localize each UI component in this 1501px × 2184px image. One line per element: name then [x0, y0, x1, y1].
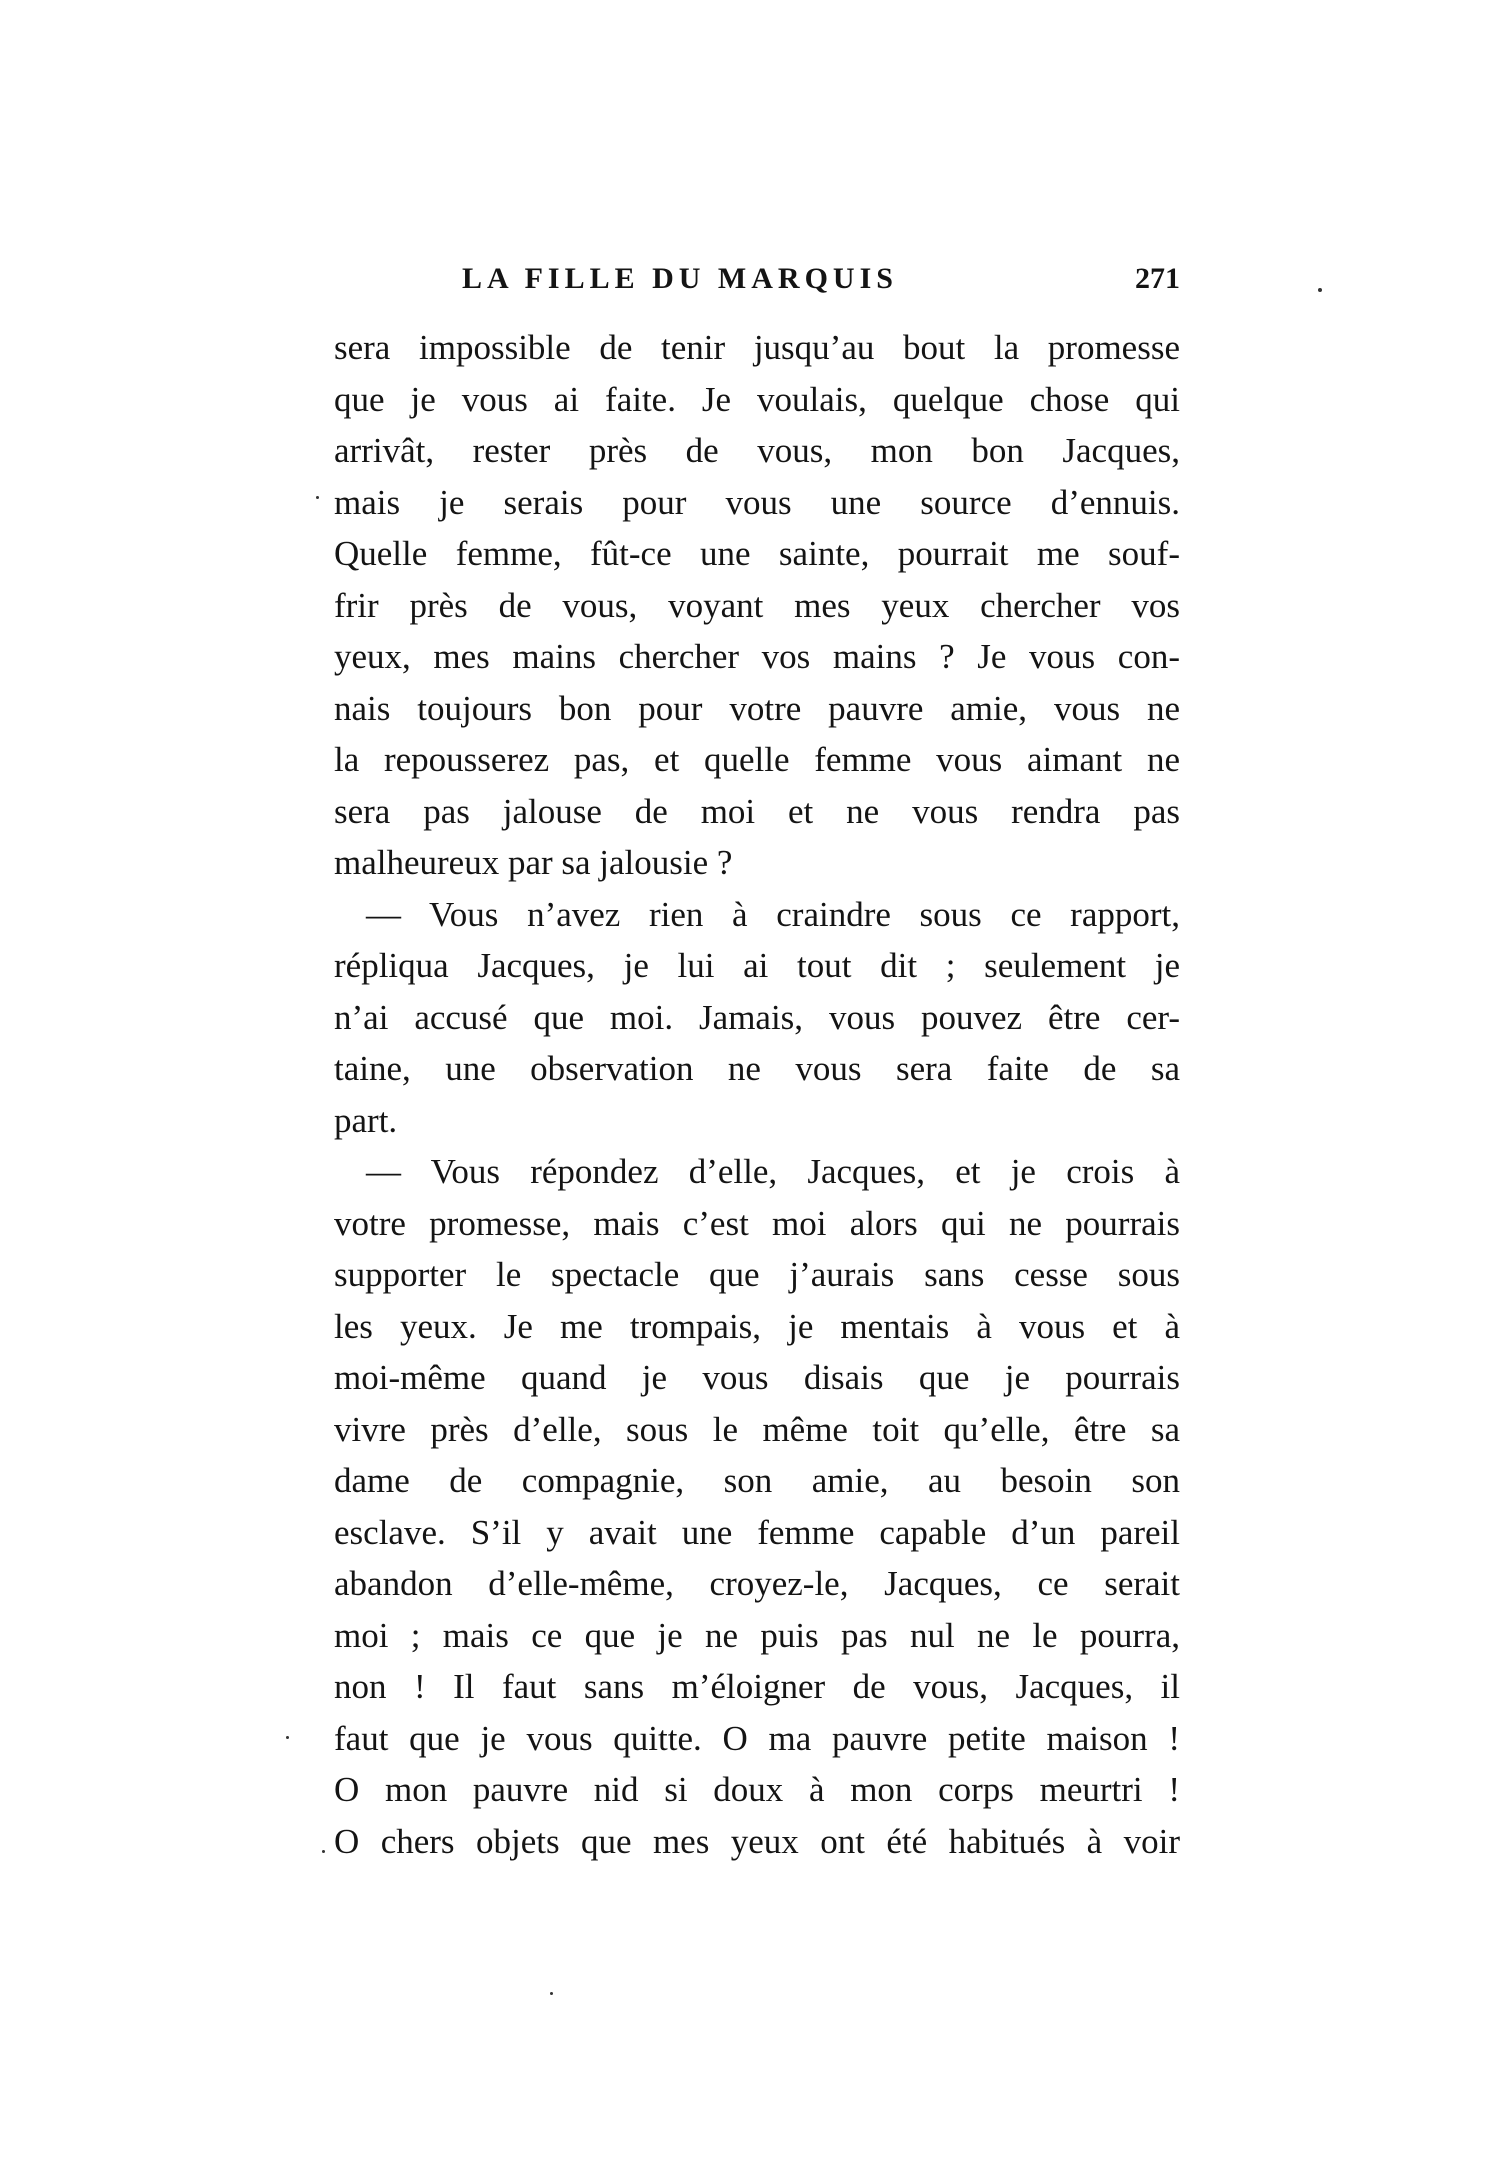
text-line: — Vous n’avez rien à craindre sous ce rapport, [366, 894, 1180, 934]
page-number: 271 [1135, 262, 1180, 295]
text-line: supporter le spectacle que j’aurais sans cesse sous [334, 1255, 1180, 1294]
text-line: faut que je vous quitte. O ma pauvre petite maison ! [334, 1718, 1180, 1758]
text-line: n’ai accusé que moi. Jamais, vous pouvez être cer- [334, 997, 1180, 1037]
scan-speck [1318, 288, 1322, 292]
text-line: frir près de vous, voyant mes yeux chercher vos [334, 585, 1180, 625]
text-line: moi-même quand je vous disais que je pourrais [334, 1358, 1180, 1397]
text-line: non ! Il faut sans m’éloigner de vous, Jacques, il [334, 1667, 1180, 1706]
running-head [330, 262, 1180, 302]
text-line: votre promesse, mais c’est moi alors qui ne pourrais [334, 1203, 1180, 1243]
text-line: — Vous répondez d’elle, Jacques, et je crois à [366, 1152, 1180, 1191]
text-line: répliqua Jacques, je lui ai tout dit ; seulement je [334, 946, 1180, 985]
text-line: O chers objets que mes yeux ont été habitués à voir [334, 1821, 1180, 1861]
text-line: malheureux par sa jalousie ? [334, 843, 733, 882]
text-line: mais je serais pour vous une source d’ennuis. [334, 482, 1180, 522]
running-title: LA FILLE DU MARQUIS [462, 262, 898, 295]
scan-speck [550, 1992, 553, 1995]
text-line: vivre près d’elle, sous le même toit qu’elle, être sa [334, 1409, 1180, 1449]
text-line: sera pas jalouse de moi et ne vous rendra pas [334, 791, 1180, 831]
text-line: la repousserez pas, et quelle femme vous aimant ne [334, 740, 1180, 779]
text-line: nais toujours bon pour votre pauvre amie, vous ne [334, 688, 1180, 728]
text-line: Quelle femme, fût-ce une sainte, pourrait me souf- [334, 534, 1180, 573]
text-line: arrivât, rester près de vous, mon bon Jacques, [334, 431, 1180, 470]
scan-speck [322, 1850, 325, 1853]
text-line: moi ; mais ce que je ne puis pas nul ne le pourra, [334, 1615, 1180, 1655]
body-text [334, 322, 1180, 1867]
scan-speck [316, 496, 319, 499]
text-line: sera impossible de tenir jusqu’au bout la promesse [334, 328, 1180, 367]
text-line: part. [334, 1100, 398, 1140]
text-line: O mon pauvre nid si doux à mon corps meurtri ! [334, 1770, 1180, 1809]
text-line: dame de compagnie, son amie, au besoin son [334, 1461, 1180, 1500]
text-line: que je vous ai faite. Je voulais, quelque chose qui [334, 379, 1180, 419]
text-line: yeux, mes mains chercher vos mains ? Je vous con- [334, 637, 1180, 676]
text-line: esclave. S’il y avait une femme capable d’un pareil [334, 1512, 1180, 1552]
text-line: les yeux. Je me trompais, je mentais à vous et à [334, 1306, 1180, 1346]
text-line: abandon d’elle-même, croyez-le, Jacques, ce serait [334, 1564, 1180, 1603]
text-line: taine, une observation ne vous sera faite de sa [334, 1049, 1180, 1088]
scan-speck [286, 1736, 289, 1739]
